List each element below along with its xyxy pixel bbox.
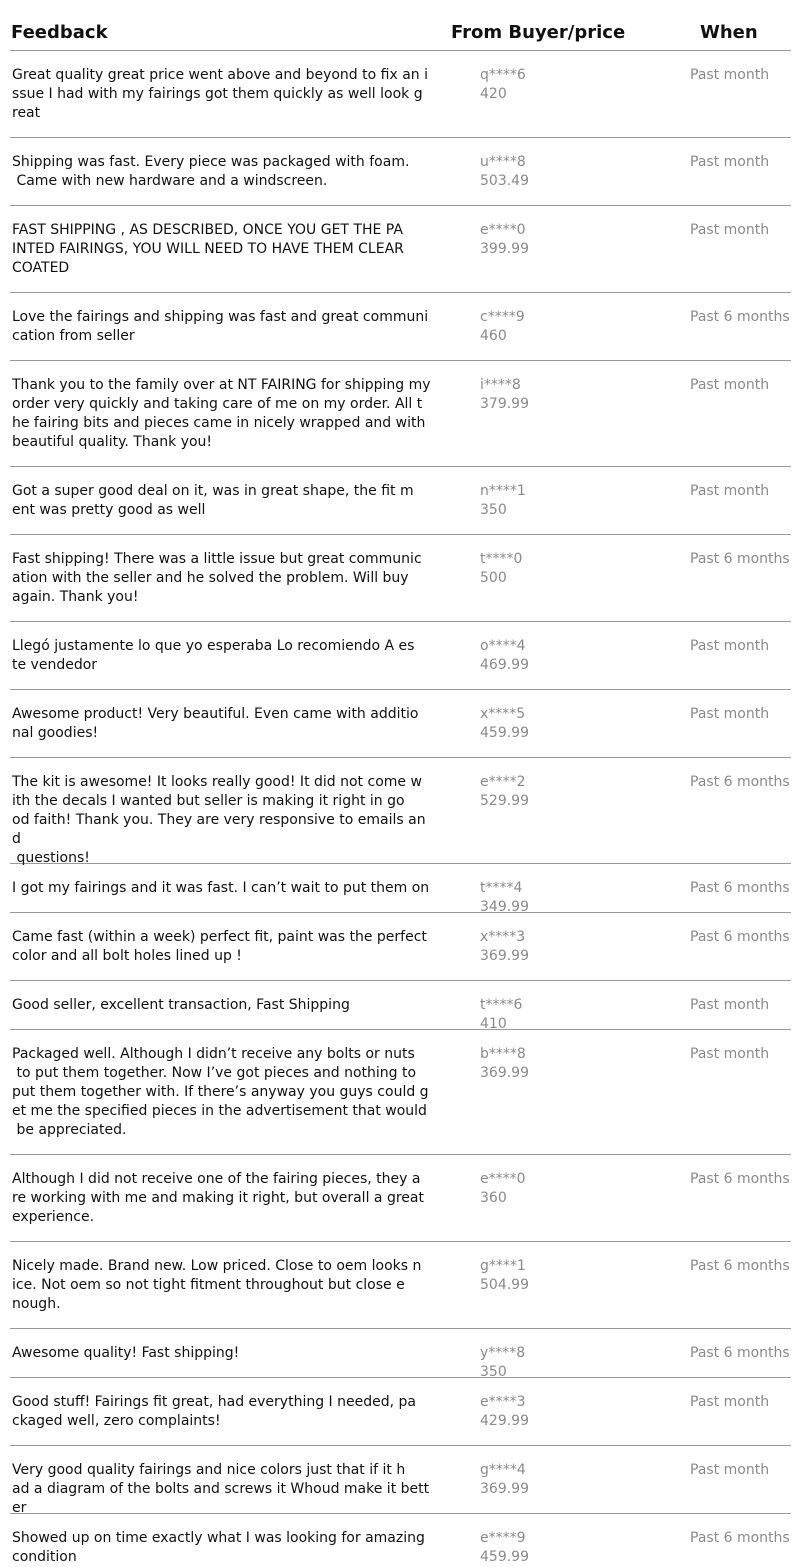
feedback-text: Fast shipping! There was a little issue but great communic ation with the seller and he solved the problem. Will buy again. Thank you! [12, 551, 422, 605]
feedback-row [10, 535, 791, 622]
buyer-info [480, 705, 529, 743]
feedback-row [10, 913, 791, 981]
purchase-price: 459.99 [480, 725, 529, 741]
purchase-price: 460 [480, 328, 507, 344]
buyer-info [480, 1529, 529, 1567]
buyer-name: t****6 [480, 997, 523, 1013]
purchase-price: 350 [480, 502, 507, 518]
purchase-price: 500 [480, 570, 507, 586]
feedback-row [10, 1329, 791, 1378]
feedback-row [10, 138, 791, 206]
buyer-name: u****8 [480, 154, 526, 170]
feedback-row [10, 361, 791, 467]
purchase-price: 410 [480, 1016, 507, 1032]
buyer-info [480, 376, 529, 414]
buyer-name: o****4 [480, 638, 526, 654]
feedback-when: Past month [690, 222, 770, 238]
feedback-row [10, 1378, 791, 1446]
buyer-name: g****1 [480, 1258, 526, 1274]
feedback-when: Past 6 months [690, 1345, 790, 1361]
feedback-when: Past month [690, 67, 770, 83]
feedback-row [10, 758, 791, 864]
buyer-name: t****0 [480, 551, 523, 567]
purchase-price: 420 [480, 86, 507, 102]
feedback-text: Showed up on time exactly what I was looking for amazing condition [12, 1530, 425, 1565]
feedback-row [10, 622, 791, 690]
feedback-text: Thank you to the family over at NT FAIRING for shipping my order very quickly and taking care of me on my order. All t he fairing bits and pieces came in nicely wrapped and with beautiful quality. Thank you! [12, 377, 431, 450]
buyer-name: t****4 [480, 880, 523, 896]
feedback-text: Good seller, excellent transaction, Fast Shipping [12, 997, 350, 1013]
feedback-when: Past 6 months [690, 551, 790, 567]
feedback-text: Awesome quality! Fast shipping! [12, 1345, 240, 1361]
purchase-price: 503.49 [480, 173, 529, 189]
buyer-info [480, 153, 529, 191]
purchase-price: 349.99 [480, 899, 529, 915]
feedback-when: Past month [690, 154, 770, 170]
buyer-name: c****9 [480, 309, 525, 325]
buyer-name: i****8 [480, 377, 521, 393]
buyer-name: b****8 [480, 1046, 526, 1062]
buyer-info [480, 1170, 526, 1208]
buyer-info [480, 66, 526, 104]
feedback-text: The kit is awesome! It looks really good! It did not come w ith the decals I wanted but seller is making it right in go od faith! Thank you. They are very responsive to emails and questions! [12, 774, 426, 866]
buyer-price-column-header: From Buyer/price [451, 22, 626, 43]
feedback-row [10, 206, 791, 293]
buyer-name: x****5 [480, 706, 526, 722]
feedback-when: Past 6 months [690, 1530, 790, 1546]
purchase-price: 459.99 [480, 1549, 529, 1565]
buyer-info [480, 308, 525, 346]
feedback-text: Got a super good deal on it, was in great shape, the fit m ent was pretty good as well [12, 483, 414, 518]
feedback-when: Past month [690, 377, 770, 393]
buyer-name: e****0 [480, 222, 526, 238]
purchase-price: 360 [480, 1190, 507, 1206]
feedback-row [10, 51, 791, 138]
feedback-row [10, 1514, 791, 1563]
buyer-name: e****2 [480, 774, 526, 790]
buyer-name: e****0 [480, 1171, 526, 1187]
purchase-price: 369.99 [480, 1065, 529, 1081]
feedback-when: Past month [690, 1394, 770, 1410]
buyer-info [480, 996, 522, 1034]
buyer-info [480, 1257, 529, 1295]
feedback-text: Very good quality fairings and nice colors just that if it h ad a diagram of the bolts and screws it Whoud make it better [12, 1462, 430, 1516]
feedback-row [10, 1030, 791, 1155]
buyer-info [480, 1393, 529, 1431]
feedback-when: Past month [690, 1046, 770, 1062]
feedback-when: Past 6 months [690, 929, 790, 945]
buyer-info [480, 1461, 529, 1499]
buyer-info [480, 550, 522, 588]
feedback-table-header [10, 0, 791, 51]
feedback-text: Good stuff! Fairings fit great, had everything I needed, pa ckaged well, zero complaints! [12, 1394, 416, 1429]
feedback-when: Past month [690, 706, 770, 722]
feedback-when: Past month [690, 638, 770, 654]
feedback-text: Nicely made. Brand new. Low priced. Close to oem looks n ice. Not oem so not tight fitment throughout but close e nough. [12, 1258, 422, 1312]
feedback-when: Past month [690, 1462, 770, 1478]
feedback-row [10, 293, 791, 361]
buyer-info [480, 928, 529, 966]
buyer-name: q****6 [480, 67, 526, 83]
feedback-row [10, 690, 791, 758]
feedback-when: Past month [690, 997, 770, 1013]
buyer-name: e****3 [480, 1394, 526, 1410]
purchase-price: 369.99 [480, 948, 529, 964]
purchase-price: 529.99 [480, 793, 529, 809]
purchase-price: 429.99 [480, 1413, 529, 1429]
feedback-row [10, 864, 791, 913]
buyer-info [480, 1045, 529, 1083]
purchase-price: 504.99 [480, 1277, 529, 1293]
buyer-name: y****8 [480, 1345, 526, 1361]
feedback-text: Came fast (within a week) perfect fit, paint was the perfect color and all bolt holes lined up ! [12, 929, 427, 964]
feedback-row [10, 1446, 791, 1514]
feedback-when: Past month [690, 483, 770, 499]
feedback-row [10, 981, 791, 1030]
buyer-name: g****4 [480, 1462, 526, 1478]
buyer-name: x****3 [480, 929, 526, 945]
feedback-text: Packaged well. Although I didn’t receive any bolts or nuts to put them together. Now I’ve got pieces and nothing to put them together with. If there’s anyway you guys could g et me the specified pieces in the advertisement that would be appreciated. [12, 1046, 429, 1138]
buyer-info [480, 221, 529, 259]
purchase-price: 350 [480, 1364, 507, 1380]
buyer-info [480, 879, 529, 917]
feedback-text: Shipping was fast. Every piece was packaged with foam. Came with new hardware and a windscreen. [12, 154, 410, 189]
purchase-price: 399.99 [480, 241, 529, 257]
feedback-when: Past 6 months [690, 1258, 790, 1274]
feedback-when: Past 6 months [690, 880, 790, 896]
purchase-price: 369.99 [480, 1481, 529, 1497]
buyer-name: e****9 [480, 1530, 526, 1546]
buyer-info [480, 482, 526, 520]
feedback-when: Past 6 months [690, 774, 790, 790]
buyer-info [480, 637, 529, 675]
buyer-info [480, 773, 529, 811]
feedback-text: Although I did not receive one of the fairing pieces, they a re working with me and making it right, but overall a great experience. [12, 1171, 424, 1225]
feedback-text: Awesome product! Very beautiful. Even came with additio nal goodies! [12, 706, 419, 741]
feedback-row [10, 1155, 791, 1242]
purchase-price: 379.99 [480, 396, 529, 412]
feedback-text: Llegó justamente lo que yo esperaba Lo recomiendo A es te vendedor [12, 638, 415, 673]
buyer-name: n****1 [480, 483, 526, 499]
purchase-price: 469.99 [480, 657, 529, 673]
buyer-info [480, 1344, 525, 1382]
feedback-when: Past 6 months [690, 309, 790, 325]
feedback-when: Past 6 months [690, 1171, 790, 1187]
feedback-text: Great quality great price went above and beyond to fix an i ssue I had with my fairings got them quickly as well look g reat [12, 67, 428, 121]
when-column-header: When [700, 22, 758, 43]
feedback-text: I got my fairings and it was fast. I can’t wait to put them on [12, 880, 430, 896]
feedback-column-header: Feedback [11, 22, 108, 43]
feedback-row [10, 1242, 791, 1329]
feedback-text: Love the fairings and shipping was fast and great communi cation from seller [12, 309, 429, 344]
feedback-row [10, 467, 791, 535]
feedback-text: FAST SHIPPING , AS DESCRIBED, ONCE YOU GET THE PA INTED FAIRINGS, YOU WILL NEED TO HAVE THEM CLEAR COATED [12, 222, 404, 276]
